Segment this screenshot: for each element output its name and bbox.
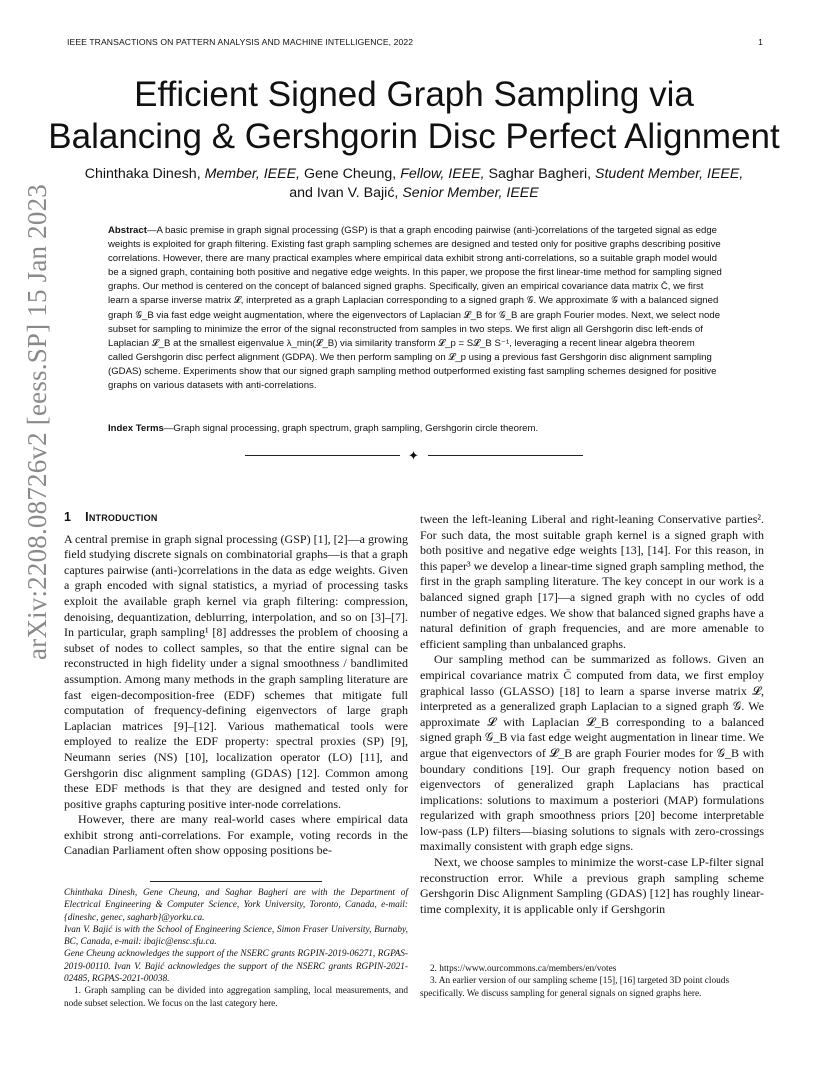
right-column bbox=[420, 512, 764, 917]
journal-name: IEEE TRANSACTIONS ON PATTERN ANALYSIS AND MACHINE INTELLIGENCE, 2022 bbox=[67, 37, 414, 47]
index-terms-text: —Graph signal processing, graph spectrum, graph sampling, Gershgorin circle theorem. bbox=[163, 423, 539, 434]
left-column bbox=[64, 510, 408, 859]
author-3-role: Student Member, IEEE, bbox=[595, 166, 744, 182]
affiliation-note-2 bbox=[64, 924, 408, 949]
footnote-1: 1. Graph sampling can be divided into aggregation sampling, local measurements, and node subset selection. We focus on the last category here. bbox=[64, 986, 408, 1009]
section-title: Introduction bbox=[85, 510, 158, 524]
title-line-2: Balancing & Gershgorin Disc Perfect Alignment bbox=[48, 117, 780, 156]
author-3: Saghar Bagheri, bbox=[488, 166, 592, 182]
author-1: Chinthaka Dinesh, bbox=[84, 166, 201, 182]
title-line-1: Efficient Signed Graph Sampling via bbox=[134, 75, 694, 114]
arxiv-identifier[interactable]: arXiv:2208.08726v2 [eess.SP] 15 Jan 2023 bbox=[22, 184, 52, 660]
abstract bbox=[108, 224, 722, 393]
funding-note bbox=[64, 948, 408, 985]
author-2-role: Fellow, IEEE, bbox=[400, 166, 485, 182]
intro-paragraph-2: However, there are many real-world cases where empirical data exhibit strong anti-correlations. For example, voting records in the Canadian Parliament often show opposing positions be- bbox=[64, 812, 408, 858]
author-4-role: Senior Member, IEEE bbox=[402, 185, 539, 201]
intro-paragraph-1: A central premise in graph signal processing (GSP) [1], [2]—a growing field studying discrete signals on combinatorial graphs—is that a graph captures pairwise (anti-)correlations in the data as edge weights. Given a graph encoded with signal statistics, a myriad of processing tasks exploit the available graph kernel via graph filtering: compression, denoising, dequantization, deblurring, interpolation, and so on [3]–[7]. In particular, graph sampling¹ [8] addresses the problem of choosing a subset of nodes to collect samples, so that the entire signal can be reconstructed in high fidelity under a signal smoothness / bandlimited assumption. Among many methods in the graph sampling literature are fast eigen-decomposition-free (EDF) schemes that mitigate full computation of frequency-defining eigenvectors of large graph Laplacian matrices [9]–[12]. Various mathematical tools were employed to realize the EDF property: spectral proxies (SP) [9], Neumann series (NS) [10], localization operator (LO) [11], and Gershgorin disc alignment sampling (GDAS) [12]. Common among these EDF methods is that they are designed and tested only for positive graphs capturing positive inter-node correlations. bbox=[64, 531, 408, 811]
section-number: 1 bbox=[64, 510, 72, 524]
footnote-3: 3. An earlier version of our sampling scheme [15], [16] targeted 3D point clouds specifically. We discuss sampling for general signals on signed graphs here. bbox=[420, 976, 730, 999]
section-divider bbox=[245, 450, 583, 462]
affiliation-note-2-text: Ivan V. Bajić is with the School of Engineering Science, Simon Fraser University, Burnaby, BC, Canada, e-mail: ibajic@ensc.sfu.ca. bbox=[64, 924, 408, 948]
footnote-2: 2. https://www.ourcommons.ca/members/en/votes bbox=[430, 964, 617, 974]
footnotes-left bbox=[64, 887, 408, 1010]
affiliation-note-1-text: Chinthaka Dinesh, Gene Cheung, and Saghar Bagheri are with the Department of Electrical Engineering & Computer Science, York University, Toronto, Canada, e-mail: {dineshc, genec, sagharb}@yorku.ca. bbox=[64, 888, 408, 923]
index-terms-label: Index Terms bbox=[108, 423, 164, 434]
footnote-rule bbox=[150, 881, 322, 882]
right-paragraph-3: Next, we choose samples to minimize the worst-case LP-filter signal reconstruction error. While a previous graph sampling scheme Gershgorin Disc Alignment Sampling (GDAS) [12] has roughly linear-time complexity, it is applicable only if Gershgorin bbox=[420, 855, 764, 916]
funding-note-text: Gene Cheung acknowledges the support of the NSERC grants RGPIN-2019-06271, RGPAS-2019-00110. Ivan V. Bajić acknowledges the support of the NSERC grants RGPIN-2021-02485, RGPAS-2021-00038. bbox=[64, 949, 408, 985]
right-paragraph-2: Our sampling method can be summarized as follows. Given an empirical covariance matrix C̄ computed from data, we first employ graphical lasso (GLASSO) [18] to learn a sparse inverse matrix 𝓛, interpreted as a generalized graph Laplacian to a signed graph 𝒢. We approximate 𝓛 with Laplacian 𝓛_B corresponding to a balanced signed graph 𝒢_B via fast edge weight augmentation in linear time. We argue that eigenvectors of 𝓛_B are graph Fourier modes for 𝒢_B with boundary conditions [19]. Our graph frequency notion based on eigenvectors of generalized graph Laplacians has practical implications: solutions to maximum a posteriori (MAP) formulations regularized with graph smoothness priors [20] become interpretable low-pass (LP) filters—biasing solutions to signals with zero-crossings maximally consistent with graph edge signs. bbox=[420, 652, 764, 854]
footnotes-right bbox=[420, 963, 764, 1000]
page-number: 1 bbox=[758, 37, 763, 47]
author-1-role: Member, IEEE, bbox=[204, 166, 300, 182]
section-heading bbox=[64, 510, 408, 526]
divider-line-right bbox=[428, 455, 583, 456]
author-list bbox=[60, 165, 768, 203]
abstract-text: —A basic premise in graph signal processing (GSP) is that a graph encoding pairwise (anti-)correlations of the targeted signal as edge weights is exploited for graph filtering. Existing fast graph sampling schemes are designed and tested only for positive graphs describing positive correlations. However, there are many practical examples where empirical data exhibit strong anti-correlations, so a suitable graph model would be a signed graph, containing both positive and negative edge weights. In this paper, we propose the first linear-time method for sampling signed graphs. Our method is centered on the concept of balanced signed graphs. Specifically, given an empirical covariance data matrix C̄, we first learn a sparse inverse matrix 𝓛, interpreted as a graph Laplacian corresponding to a signed graph 𝒢. We approximate 𝒢 with a balanced signed graph 𝒢_B via fast edge weight augmentation, where the eigenvectors of Laplacian 𝓛_B for 𝒢_B are graph Fourier modes. Next, we select node subset for sampling to minimize the error of the signal reconstructed from samples in two steps. We first align all Gershgorin disc left-ends of Laplacian 𝓛_B at the smallest eigenvalue λ_min(𝓛_B) via similarity transform 𝓛_p = S𝓛_B S⁻¹, leveraging a recent linear algebra theorem called Gershgorin disc perfect alignment (GDPA). We then perform sampling on 𝓛_p using a previous fast Gershgorin disc alignment sampling (GDAS) scheme. Experiments show that our signed graph sampling method outperformed existing fast sampling schemes designed for positive graphs on various datasets with anti-correlations. bbox=[108, 225, 722, 392]
abstract-label: Abstract bbox=[108, 225, 147, 236]
affiliation-note-1 bbox=[64, 887, 408, 924]
author-2: Gene Cheung, bbox=[303, 166, 397, 182]
divider-line-left bbox=[245, 455, 400, 456]
author-4: and Ivan V. Bajić, bbox=[289, 185, 399, 201]
index-terms bbox=[108, 422, 722, 436]
running-header bbox=[67, 37, 763, 47]
divider-diamond-icon: ✦ bbox=[408, 448, 419, 463]
paper-title bbox=[40, 74, 788, 158]
right-paragraph-1: tween the left-leaning Liberal and right-leaning Conservative parties². For such data, the most suitable graph kernel is a signed graph with both positive and negative edge weights [13], [14]. For this reason, in this paper³ we develop a linear-time signed graph sampling method, the first in the graph sampling literature. The key concept in our work is a balanced signed graph [17]—a signed graph with no cycles of odd number of negative edges. We show that balanced signed graphs have a natural definition of graph frequencies, and are more amenable to efficient sampling than unbalanced graphs. bbox=[420, 512, 764, 651]
